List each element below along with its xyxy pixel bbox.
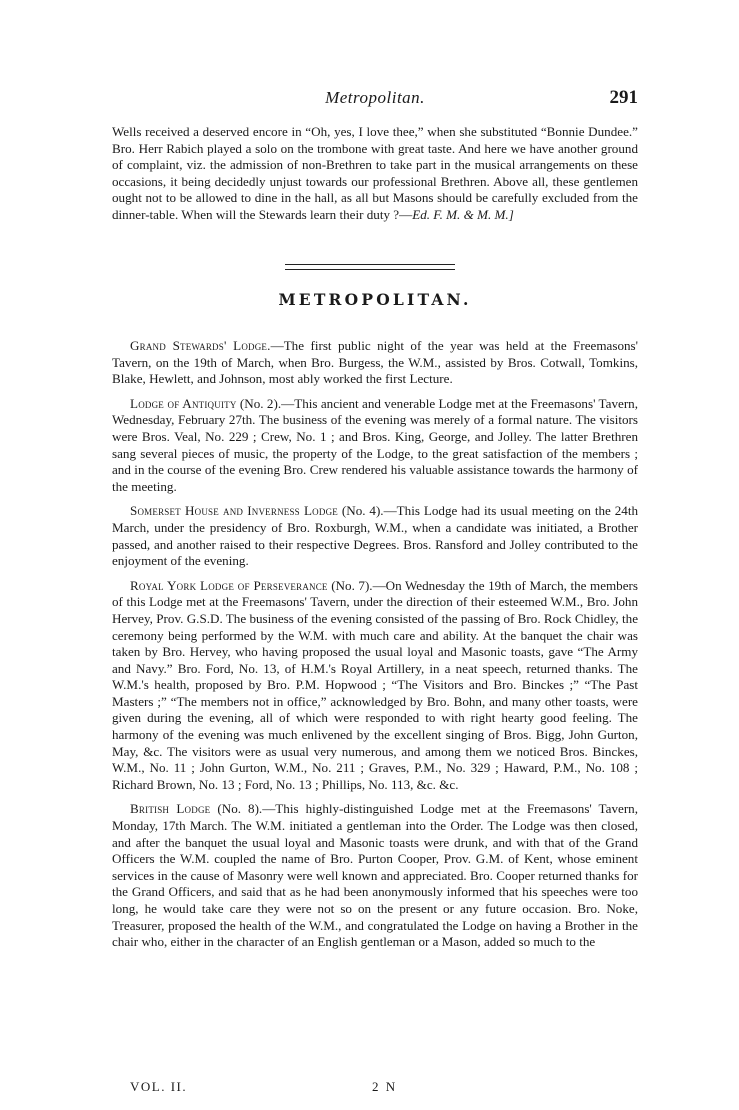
entry-text: (No. 7).—On Wednesday the 19th of March, the members of this Lodge met at the Freemasons' Tavern, under the direction of their esteemed W.M., Bro. John Hervey, Prov. G.S.D. The business of the evening consisted of the passing of Bro. Rock Chidley, the ceremony being performed by the W.M. with much care and ability. At the banquet the chair was taken by Bro. Hervey, who having proposed the usual loyal and Masonic toasts, gave “The Army and Navy.” Bro. Ford, No. 13, of H.M.'s Royal Artillery, in a neat speech, returned thanks. The W.M.'s health, proposed by Bro. P.M. Hopwood ; “The Visitors and Bro. Binckes ;” “The Past Masters ;” “The members not in office,” acknowledged by Bro. Bohn, and many other toasts, were given during the evening, all of which were responded to with right hearty good feeling. The harmony of the evening was much enlivened by the excellent singing of Bros. Bigg, John Gurton, May, &c. The visitors were as usual very numerous, and among them we noticed Bros. Binckes, W.M., No. 11 ; John Gurton, W.M., No. 211 ; Graves, P.M., No. 329 ; Haward, P.M., No. 108 ; Richard Brown, No. 13 ; Ford, No. 13 ; Phillips, No. 113, &c. &c. — [112, 577, 639, 792]
entry-text: (No. 2).—This ancient and venerable Lodge met at the Freemasons' Tavern, Wednesday, February 27th. The business of the evening was merely of a formal nature. The visitors were Bros. Veal, No. 229 ; Crew, No. 1 ; and Bros. King, George, and Jolley. The latter Brethren sang several pieces of music, the property of the Lodge, to the great satisfaction of the members ; and in the course of the evening Bro. Crew rendered his valuable assistance towards the harmony of the meeting. — [112, 395, 638, 494]
entry-text: (No. 4).—This Lodge had its usual meeting on the 24th March, under the presidency of Bro. Roxburgh, W.M., when a candidate was initiated, a Brother passed, and another raised to their respective Degrees. Bros. Ransford and Jolley contributed to the enjoyment of the evening. — [112, 503, 639, 569]
signature-mark: 2 N — [372, 1079, 398, 1094]
entry-lodge-of-antiquity — [112, 396, 638, 496]
section-divider — [285, 264, 455, 270]
section-title: METROPOLITAN. — [278, 290, 472, 309]
entry-somerset-house-lodge — [112, 503, 638, 569]
page-number: 291 — [609, 87, 638, 108]
lodge-name: British Lodge — [130, 801, 211, 817]
volume-label: VOL. II. — [130, 1079, 188, 1094]
lodge-reports — [112, 338, 638, 959]
entry-text: —The first public night of the year was held at the Freemasons' Tavern, on the 19th of March, when Bro. Burgess, the W.M., assisted by Bros. Cotwall, Tomkins, Blake, Hewlett, and Johnson, most ably worked the first Lecture. — [112, 338, 638, 387]
entry-royal-york-lodge — [112, 578, 638, 794]
running-head — [112, 88, 638, 112]
continued-paragraph — [112, 124, 638, 224]
page-footer — [112, 1079, 638, 1097]
lodge-name: Royal York Lodge of Perseverance — [130, 577, 328, 593]
entry-grand-stewards-lodge — [112, 338, 638, 388]
editor-signature: Ed. F. M. & M. M.] — [412, 206, 514, 222]
running-head-title: Metropolitan. — [325, 88, 425, 107]
lodge-name: Grand Stewards' Lodge. — [130, 338, 271, 353]
lodge-name: Somerset House and Inverness Lodge — [130, 503, 338, 519]
entry-text: (No. 8).—This highly-distinguished Lodge met at the Freemasons' Tavern, Monday, 17th March. The W.M. initiated a gentleman into the Order. The Lodge was then closed, and after the banquet the usual loyal and Masonic toasts were drunk, and with that of the Grand Officers the W.M. coupled the name of Bro. Purton Cooper, Prov. G.M. of Kent, whose eminent services in the cause of Masonry were well known and appreciated. Bro. Cooper returned thanks for the Grand Officers, and said that as he had been anonymously informed that his speeches were too long, he would take care they were not so on the present or any future occasion. Bro. Noke, Treasurer, proposed the health of the W.M., and congratulated the Lodge on having a Brother in the chair who, either in the character of an English gentleman or a Mason, added so much to the — [112, 801, 638, 950]
entry-british-lodge — [112, 801, 638, 950]
continued-text: Wells received a deserved encore in “Oh, yes, I love thee,” when she substituted “Bonnie Dundee.” Bro. Herr Rabich played a solo on the trombone with great taste. And here we have another ground of complaint, viz. the admission of non-Brethren to take part in the musical arrangements on these occasions, it being decidedly unjust towards our professional Brethren. Above all, these gentlemen ought not to be allowed to dine in the hall, as all but Masons should be carefully excluded from the dinner-table. When will the Stewards learn their duty ?— — [112, 124, 638, 222]
lodge-name: Lodge of Antiquity — [130, 395, 237, 411]
